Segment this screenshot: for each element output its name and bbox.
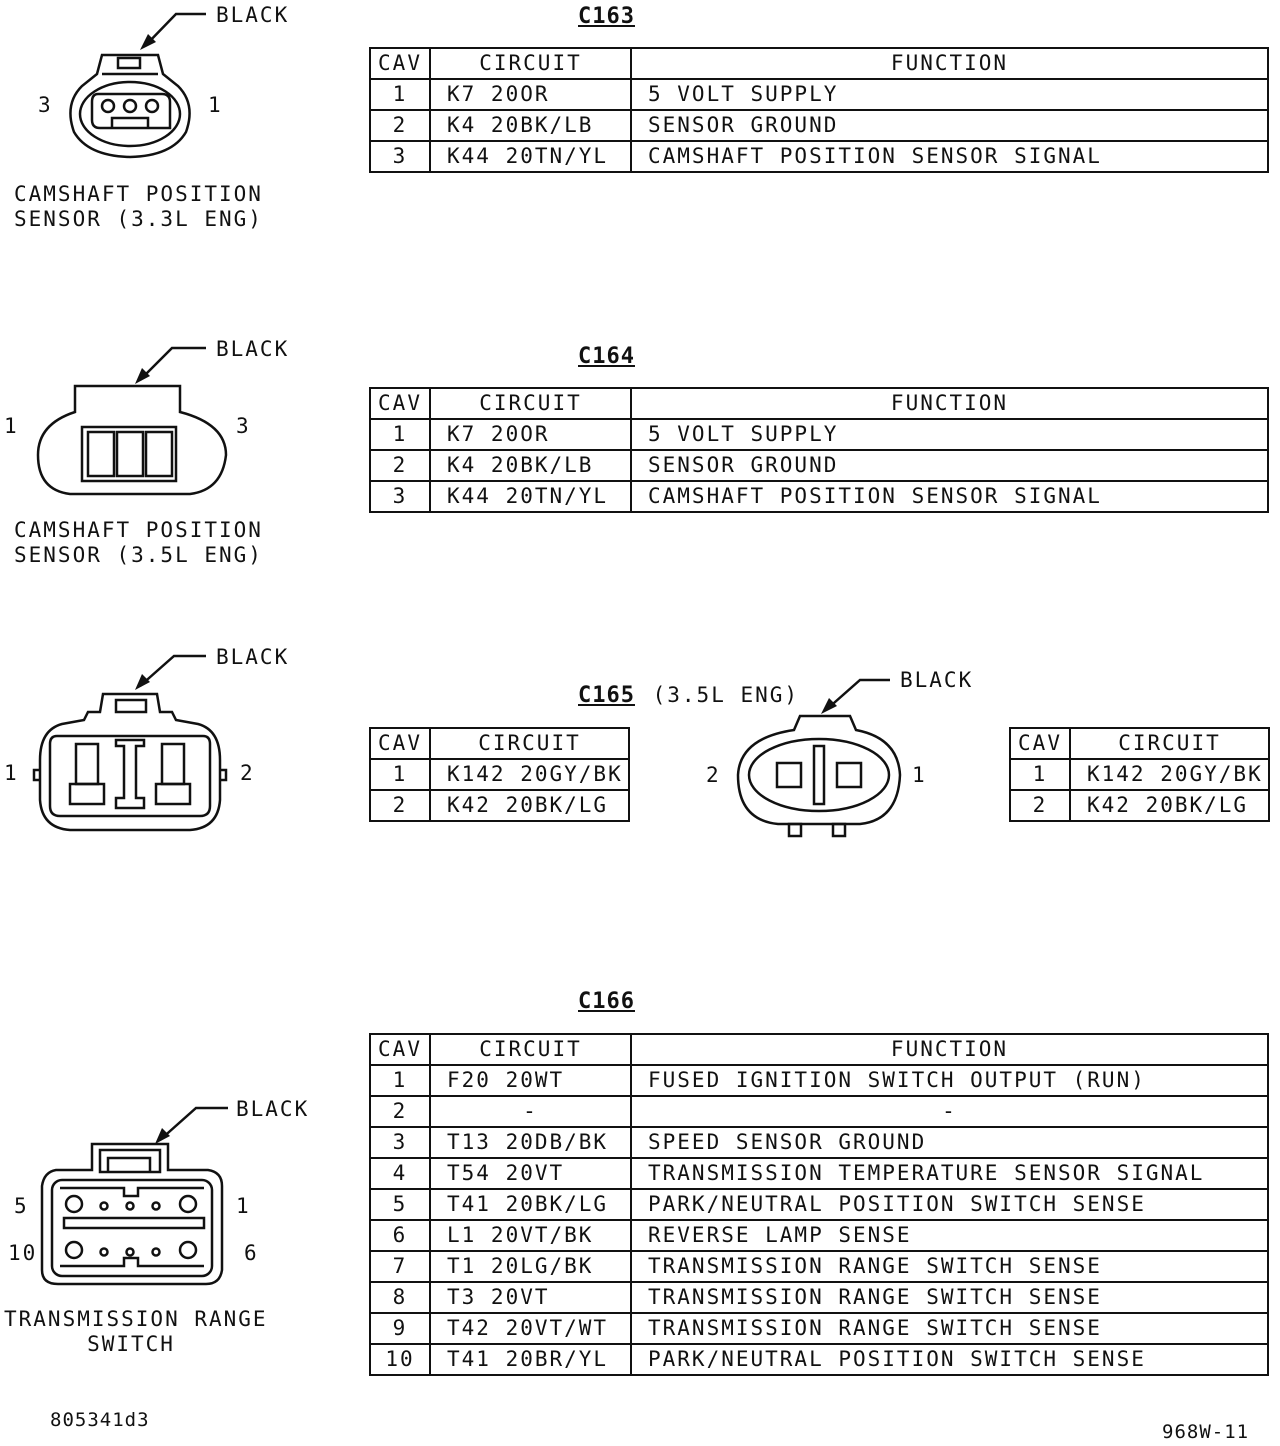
header-circuit: CIRCUIT	[430, 388, 631, 419]
circuit-cell: F20 20WT	[430, 1065, 631, 1096]
footer-left-code: 805341d3	[50, 1409, 150, 1431]
c163-pinout-table	[369, 47, 1269, 173]
cav-cell: 1	[370, 1065, 430, 1096]
c163-title: C163	[578, 4, 635, 29]
function-cell: CAMSHAFT POSITION SENSOR SIGNAL	[631, 141, 1268, 172]
table-row	[370, 79, 1268, 110]
cav-cell: 4	[370, 1158, 430, 1189]
function-cell: PARK/NEUTRAL POSITION SWITCH SENSE	[631, 1189, 1268, 1220]
circuit-cell: K4 20BK/LB	[430, 450, 631, 481]
cav-cell: 2	[370, 110, 430, 141]
circuit-cell: K44 20TN/YL	[430, 481, 631, 512]
circuit-cell: K44 20TN/YL	[430, 141, 631, 172]
circuit-cell: K42 20BK/LG	[430, 790, 629, 821]
header-circuit: CIRCUIT	[430, 728, 629, 759]
c163-pin-label-right: 1	[208, 93, 223, 117]
circuit-cell: L1 20VT/BK	[430, 1220, 631, 1251]
header-circuit: CIRCUIT	[1070, 728, 1269, 759]
header-function: FUNCTION	[631, 48, 1268, 79]
cav-cell: 2	[370, 450, 430, 481]
function-cell: REVERSE LAMP SENSE	[631, 1220, 1268, 1251]
header-function: FUNCTION	[631, 388, 1268, 419]
c165-title: C165	[578, 683, 635, 708]
c164-color-label: BLACK	[216, 337, 290, 361]
circuit-cell: T41 20BR/YL	[430, 1344, 631, 1375]
cav-cell: 10	[370, 1344, 430, 1375]
circuit-cell: K42 20BK/LG	[1070, 790, 1269, 821]
function-cell: SPEED SENSOR GROUND	[631, 1127, 1268, 1158]
cav-cell: 5	[370, 1189, 430, 1220]
circuit-cell: K7 20OR	[430, 79, 631, 110]
c164-title: C164	[578, 344, 635, 369]
table-row	[370, 1220, 1268, 1251]
c165-right-color-label: BLACK	[900, 668, 974, 692]
cav-cell: 1	[1010, 759, 1070, 790]
function-cell: SENSOR GROUND	[631, 450, 1268, 481]
function-cell: 5 VOLT SUPPLY	[631, 79, 1268, 110]
header-cav: CAV	[370, 1034, 430, 1065]
cav-cell: 7	[370, 1251, 430, 1282]
function-cell: TRANSMISSION RANGE SWITCH SENSE	[631, 1251, 1268, 1282]
c166-caption-line-2: SWITCH	[87, 1332, 175, 1356]
function-cell: FUSED IGNITION SWITCH OUTPUT (RUN)	[631, 1065, 1268, 1096]
header-circuit: CIRCUIT	[430, 48, 631, 79]
cav-cell: 1	[370, 419, 430, 450]
table-header-row	[370, 1034, 1268, 1065]
c166-pin-label-top-right: 1	[236, 1194, 251, 1218]
c166-pin-label-bottom-right: 6	[244, 1241, 259, 1265]
table-row	[370, 1127, 1268, 1158]
c164-pinout-table	[369, 387, 1269, 513]
table-row	[370, 450, 1268, 481]
function-cell: TRANSMISSION RANGE SWITCH SENSE	[631, 1282, 1268, 1313]
c165-heading	[578, 685, 799, 707]
table-header-row	[370, 48, 1268, 79]
cav-cell: 6	[370, 1220, 430, 1251]
cav-cell: 9	[370, 1313, 430, 1344]
cav-cell: 3	[370, 481, 430, 512]
circuit-cell: K142 20GY/BK	[1070, 759, 1269, 790]
table-row	[370, 1158, 1268, 1189]
cav-cell: 1	[370, 759, 430, 790]
circuit-cell: K142 20GY/BK	[430, 759, 629, 790]
c166-caption	[4, 1307, 268, 1357]
footer-right-code: 968W-11	[1162, 1421, 1250, 1443]
table-row	[370, 141, 1268, 172]
header-cav: CAV	[370, 728, 430, 759]
cav-cell: 2	[1010, 790, 1070, 821]
function-cell: TRANSMISSION TEMPERATURE SENSOR SIGNAL	[631, 1158, 1268, 1189]
c163-caption	[14, 182, 263, 232]
cav-cell: 8	[370, 1282, 430, 1313]
circuit-cell: -	[430, 1096, 631, 1127]
c166-pin-label-top-left: 5	[14, 1194, 29, 1218]
c163-caption-line-1: CAMSHAFT POSITION	[14, 182, 263, 206]
c165-right-pin-label-right: 1	[912, 763, 927, 787]
table-row	[370, 759, 629, 790]
cav-cell: 3	[370, 1127, 430, 1158]
c164-caption	[14, 518, 263, 568]
table-row	[370, 1189, 1268, 1220]
c164-caption-line-1: CAMSHAFT POSITION	[14, 518, 263, 542]
c166-color-label: BLACK	[236, 1097, 310, 1121]
c163-caption-line-2: SENSOR (3.3L ENG)	[14, 207, 263, 231]
circuit-cell: T41 20BK/LG	[430, 1189, 631, 1220]
table-row	[370, 1344, 1268, 1375]
c165-left-color-label: BLACK	[216, 645, 290, 669]
c165-left-connector-face	[34, 656, 226, 830]
cav-cell: 2	[370, 1096, 430, 1127]
circuit-cell: T54 20VT	[430, 1158, 631, 1189]
c165-qualifier: (3.5L ENG)	[652, 683, 800, 707]
cav-cell: 1	[370, 79, 430, 110]
header-function: FUNCTION	[631, 1034, 1268, 1065]
c164-pin-label-left: 1	[4, 414, 19, 438]
circuit-cell: T42 20VT/WT	[430, 1313, 631, 1344]
table-row	[370, 110, 1268, 141]
function-cell: TRANSMISSION RANGE SWITCH SENSE	[631, 1313, 1268, 1344]
c165-right-pin-label-left: 2	[706, 763, 721, 787]
circuit-cell: K4 20BK/LB	[430, 110, 631, 141]
table-header-row	[370, 388, 1268, 419]
c163-connector-face	[70, 14, 206, 157]
table-row	[370, 1313, 1268, 1344]
table-row	[370, 790, 629, 821]
circuit-cell: T3 20VT	[430, 1282, 631, 1313]
table-header-row	[1010, 728, 1269, 759]
table-row	[370, 1251, 1268, 1282]
cav-cell: 3	[370, 141, 430, 172]
header-circuit: CIRCUIT	[430, 1034, 631, 1065]
c166-title: C166	[578, 989, 635, 1014]
function-cell: CAMSHAFT POSITION SENSOR SIGNAL	[631, 481, 1268, 512]
c165-left-pin-label-left: 1	[4, 761, 19, 785]
header-cav: CAV	[370, 388, 430, 419]
c164-connector-face	[38, 348, 226, 494]
c165-left-pinout-table	[369, 727, 630, 822]
circuit-cell: T1 20LG/BK	[430, 1251, 631, 1282]
table-row	[1010, 790, 1269, 821]
table-row	[370, 1065, 1268, 1096]
c165-right-pinout-table	[1009, 727, 1270, 822]
c166-pin-label-bottom-left: 10	[8, 1241, 38, 1265]
c165-left-pin-label-right: 2	[240, 761, 255, 785]
circuit-cell: T13 20DB/BK	[430, 1127, 631, 1158]
header-cav: CAV	[370, 48, 430, 79]
c166-caption-line-1: TRANSMISSION RANGE	[4, 1307, 268, 1331]
circuit-cell: K7 20OR	[430, 419, 631, 450]
function-cell: -	[631, 1096, 1268, 1127]
function-cell: 5 VOLT SUPPLY	[631, 419, 1268, 450]
c164-pin-label-right: 3	[236, 414, 251, 438]
function-cell: SENSOR GROUND	[631, 110, 1268, 141]
table-row	[1010, 759, 1269, 790]
table-row	[370, 1282, 1268, 1313]
table-row	[370, 419, 1268, 450]
c166-pinout-table	[369, 1033, 1269, 1376]
c166-connector-face	[42, 1108, 228, 1284]
c163-color-label: BLACK	[216, 3, 290, 27]
table-row	[370, 1096, 1268, 1127]
header-cav: CAV	[1010, 728, 1070, 759]
c163-pin-label-left: 3	[38, 93, 53, 117]
table-header-row	[370, 728, 629, 759]
c164-caption-line-2: SENSOR (3.5L ENG)	[14, 543, 263, 567]
table-row	[370, 481, 1268, 512]
function-cell: PARK/NEUTRAL POSITION SWITCH SENSE	[631, 1344, 1268, 1375]
cav-cell: 2	[370, 790, 430, 821]
